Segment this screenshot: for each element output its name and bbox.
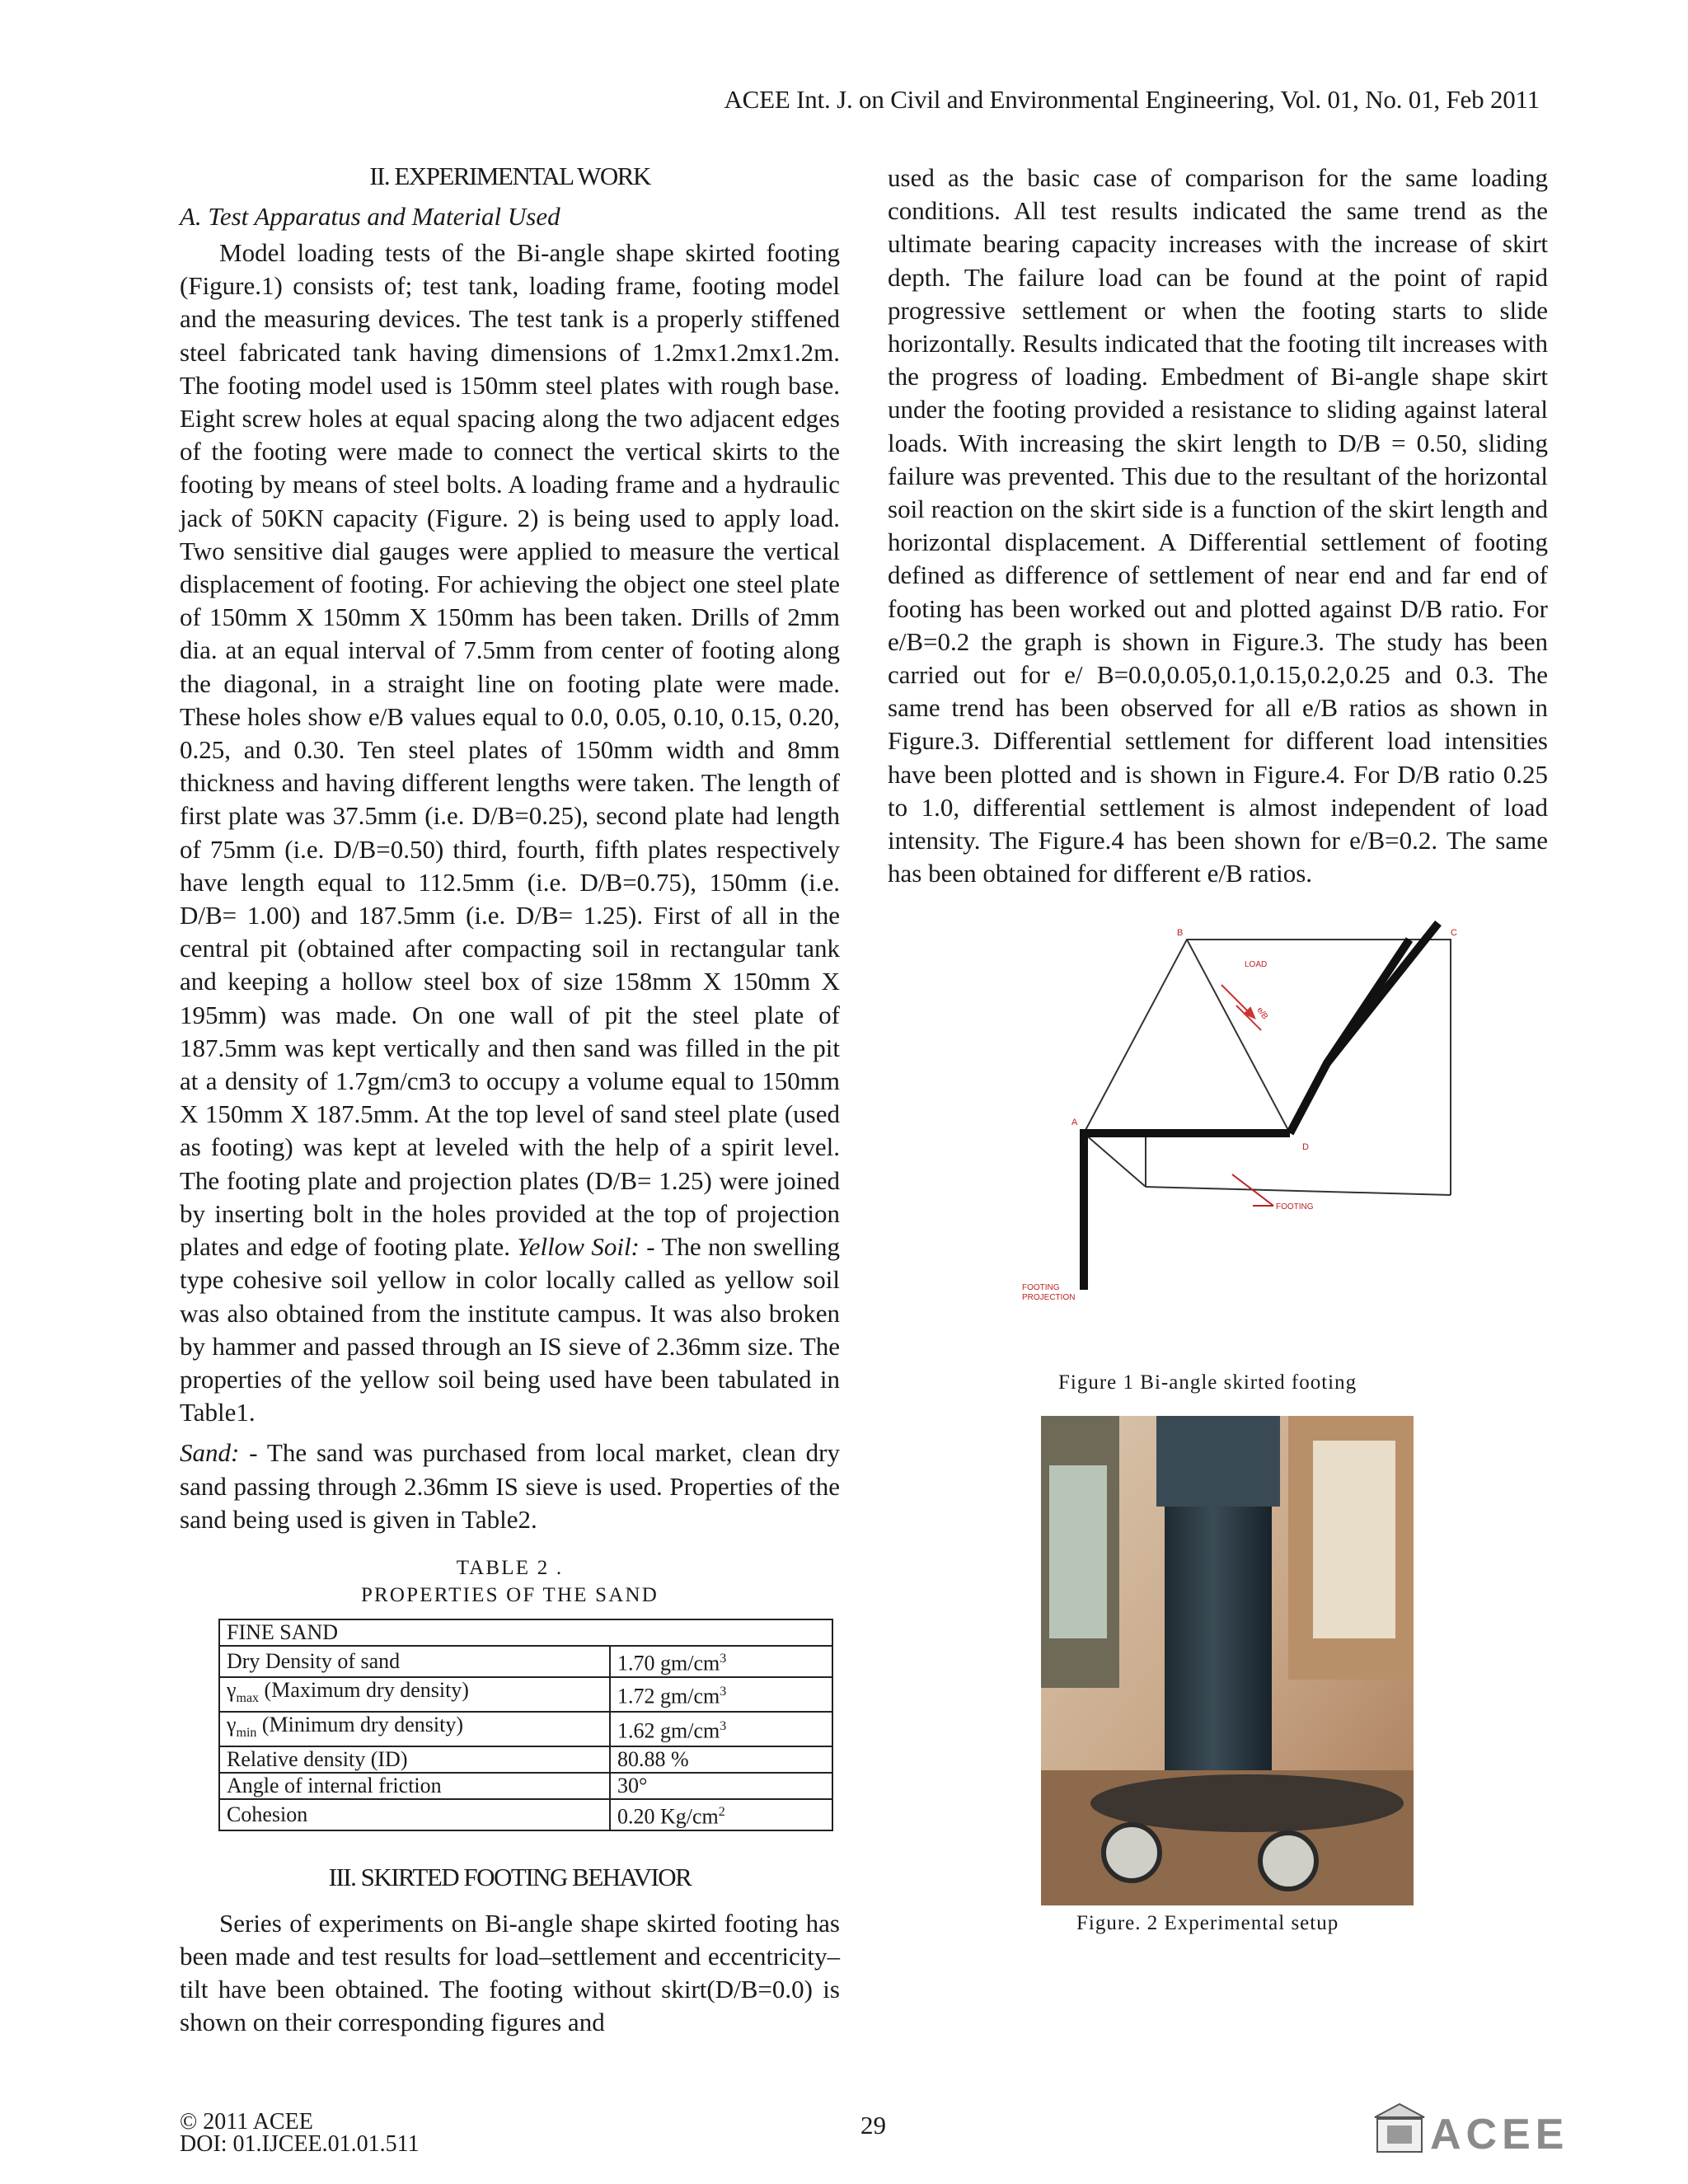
figure-1-drawing <box>1006 927 1467 1335</box>
table-cell-value <box>610 1799 832 1830</box>
paragraph-yellow-soil-text: - The non swelling type cohesive soil yellow in color locally called as yellow soil was also obtained from the institute campus. It was also broken by hammer and passed through an IS sieve of 2.36mm size. The properties of the yellow soil being used have been tabulated in Table1. <box>180 1232 841 1427</box>
left-column <box>180 162 840 2039</box>
table-caption <box>180 1554 840 1609</box>
photo-dial-gauge-left <box>1104 1825 1160 1881</box>
property-text: (Minimum dry density) <box>256 1712 463 1736</box>
value-superscript: 3 <box>720 1684 727 1699</box>
table-row <box>219 1799 832 1830</box>
table-caption-title: PROPERTIES OF THE SAND <box>360 1583 659 1606</box>
section-title-experimental-work: II. EXPERIMENTAL WORK <box>369 162 650 190</box>
table-cell-value <box>610 1646 832 1677</box>
subsection-title-test-apparatus: A. Test Apparatus and Material Used <box>180 202 560 231</box>
footer-left <box>180 2111 420 2155</box>
run-in-sand: Sand: <box>180 1438 240 1468</box>
table-header-cell: FINE SAND <box>219 1619 832 1646</box>
label-d: D <box>1302 1142 1309 1152</box>
table-cell-property: Relative density (ID) <box>219 1746 610 1773</box>
photo-dial-gauge-right <box>1260 1833 1316 1889</box>
sand-properties-table <box>218 1619 833 1831</box>
table-cell-property: Angle of internal friction <box>219 1773 610 1799</box>
acee-logo <box>1371 2101 1569 2158</box>
value-superscript: 3 <box>720 1651 727 1666</box>
run-in-yellow-soil: Yellow Soil: <box>517 1232 640 1262</box>
value-text: 0.20 Kg/cm <box>617 1804 719 1829</box>
property-text: (Maximum dry density) <box>259 1677 469 1702</box>
table-cell-value <box>610 1677 832 1712</box>
logo-text: ACEE <box>1430 2111 1569 2158</box>
paragraph-sand <box>180 1436 840 1536</box>
doi-text: DOI: 01.IJCEE.01.01.511 <box>180 2131 420 2157</box>
gamma-subscript: min <box>236 1725 257 1740</box>
table-row <box>219 1677 832 1712</box>
paragraph-apparatus <box>180 237 840 1429</box>
logo-roof <box>1375 2104 1424 2117</box>
photo-jack-top <box>1156 1416 1280 1507</box>
base-left-edge <box>1084 1133 1146 1187</box>
table-row <box>219 1712 832 1746</box>
figure-2-caption: Figure. 2 Experimental setup <box>1076 1912 1339 1934</box>
label-c: C <box>1451 928 1457 938</box>
skirt-projection-left <box>1084 1133 1290 1290</box>
label-footing-projection: FOOTING <box>1022 1283 1060 1292</box>
photo-jack-cylinder <box>1165 1507 1272 1779</box>
diagonal-line <box>1187 940 1290 1133</box>
table-row <box>219 1646 832 1677</box>
logo-door <box>1387 2125 1412 2144</box>
right-column <box>888 162 1548 890</box>
section-title-skirted-footing: III. SKIRTED FOOTING BEHAVIOR <box>328 1862 692 1891</box>
value-text: 1.70 gm/cm <box>617 1651 720 1675</box>
paragraph-skirted-footing: Series of experiments on Bi-angle shape skirted footing has been made and test results for load–settlement and eccentricity–tilt have been obtained. The footing without skirt(D/B=0.0) is shown on their corresponding figures and <box>180 1908 840 2037</box>
table-cell-property <box>219 1677 610 1712</box>
gamma-symbol: γ <box>227 1677 237 1702</box>
paragraph-results: used as the basic case of comparison for the same loading conditions. All test results indicated the same trend as the ultimate bearing capacity increases with the increase of skirt depth. The failure load can be found at the point of rapid progressive settlement or when the footing starts to slide horizontally. Results indicated that the footing tilt increases with the progress of loading. Embedment of Bi-angle shape skirt under the footing provided a resistance to sliding against lateral loads. With increasing the skirt length to D/B = 0.50, sliding failure was prevented. This due to the resultant of the horizontal soil reaction on the skirt side is a function of the skirt length and horizontal displacement. A Differential settlement of footing defined as difference of settlement of near end and far end of footing has been worked out and plotted against D/B ratio. For e/B=0.2 the graph is shown in Figure.3. The study has been carried out for e/ B=0.0,0.05,0.1,0.15,0.2,0.25 and 0.3. The same trend has been observed for all e/B ratios as shown in Figure.3. Differential settlement for different load intensities have been plotted and is shown in Figure.4. For D/B ratio 0.25 to 1.0, differential settlement is almost independent of load intensity. The Figure.4 has been shown for e/B=0.2. The same has been obtained for different e/B ratios. <box>888 163 1548 888</box>
value-superscript: 2 <box>718 1804 725 1819</box>
table-cell-property: Cohesion <box>219 1799 610 1830</box>
table-row <box>219 1773 832 1799</box>
table-cell-value: 30° <box>610 1773 832 1799</box>
copyright-text: © 2011 ACEE <box>180 2109 313 2135</box>
paragraph-apparatus-text: Model loading tests of the Bi-angle shape skirted footing (Figure.1) consists of; test tank, loading frame, footing model and the measuring devices. The test tank is a properly stiffened steel fabricated tank having dimensions of 1.2mx1.2mx1.2m. The footing model used is 150mm steel plates with rough base. Eight screw holes at equal spacing along the two adjacent edges of the footing were made to connect the vertical skirts to the footing by means of steel bolts. A loading frame and a hydraulic jack of 50KN capacity (Figure. 2) is being used to apply load. Two sensitive dial gauges were applied to measure the vertical displacement of footing. For achieving the object one steel plate of 150mm X 150mm X 150mm has been taken. Drills of 2mm dia. at an equal interval of 7.5mm from center of footing along the diagonal, in a straight line on footing plate were made. These holes show e/B values equal to 0.0, 0.05, 0.10, 0.15, 0.20, 0.25, and 0.30. Ten steel plates of 150mm width and 8mm thickness and having different lengths were taken. The length of first plate was 37.5mm (i.e. D/B=0.25), second plate had length of 75mm (i.e. D/B=0.50) third, fourth, fifth plates respectively have length equal to 112.5mm (i.e. D/B=0.75), 150mm (i.e. D/B= 1.00) and 187.5mm (i.e. D/B= 1.25). First of all in the central pit (obtained after compacting soil in rectangular tank and keeping a hollow steel box of size 158mm X 150mm X 195mm) was made. On one wall of pit the steel plate of 187.5mm was kept vertically and then sand was filled in the pit at a density of 1.7gm/cm3 to occupy a volume equal to 150mm X 150mm X 187.5mm. At the top level of sand steel plate (used as footing) was kept at leveled with the help of a spirit level. The footing plate and projection plates (D/B= 1.25) were joined by inserting bolt in the holes provided at the top of projection plates and edge of footing plate. <box>180 238 840 1262</box>
skirt-projection-upper <box>1327 923 1438 1063</box>
table-cell-property: Dry Density of sand <box>219 1646 610 1677</box>
photo-window-glass-right <box>1313 1441 1395 1638</box>
value-text: 1.62 gm/cm <box>617 1718 720 1743</box>
table-cell-value <box>610 1712 832 1746</box>
value-superscript: 3 <box>720 1719 727 1734</box>
label-a: A <box>1071 1118 1078 1127</box>
base-edge <box>1146 1187 1451 1195</box>
paragraph-sand-text: - The sand was purchased from local market, clean dry sand passing through 2.36mm IS sieve is used. Properties of the sand being used is given in Table2. <box>180 1438 840 1534</box>
gamma-subscript: max <box>236 1690 260 1705</box>
gamma-symbol: γ <box>227 1712 237 1736</box>
label-footing: FOOTING <box>1276 1202 1314 1212</box>
page-number: 29 <box>860 2111 886 2139</box>
figure-2-photo <box>1041 1416 1414 1905</box>
photo-window-glass <box>1049 1465 1107 1638</box>
label-eb: e/B <box>1254 1005 1270 1022</box>
running-header: ACEE Int. J. on Civil and Environmental Engineering, Vol. 01, No. 01, Feb 2011 <box>724 85 1540 114</box>
value-text: 1.72 gm/cm <box>617 1684 720 1708</box>
table-header-row <box>219 1619 832 1646</box>
table-caption-number: TABLE 2 . <box>456 1556 564 1579</box>
table-row <box>219 1746 832 1773</box>
label-load: LOAD <box>1245 960 1268 969</box>
table-cell-value: 80.88 % <box>610 1746 832 1773</box>
label-projection: PROJECTION <box>1022 1293 1076 1302</box>
figure-1-caption: Figure 1 Bi-angle skirted footing <box>1058 1371 1357 1394</box>
label-b: B <box>1177 928 1184 938</box>
table-cell-property <box>219 1712 610 1746</box>
